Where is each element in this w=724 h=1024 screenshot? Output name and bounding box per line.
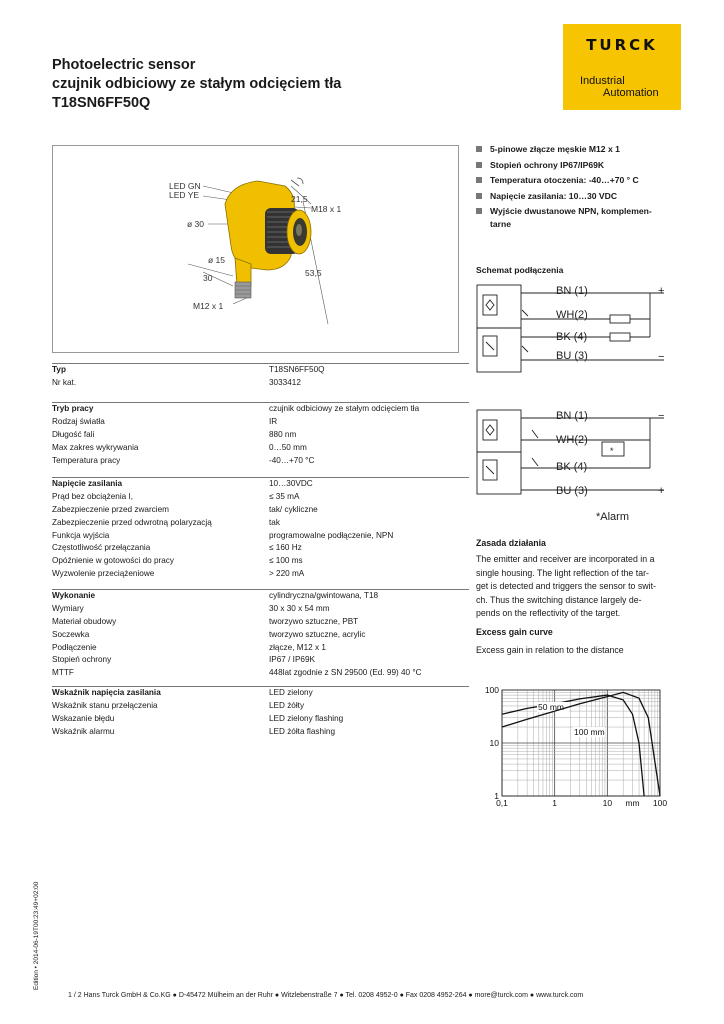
spec-key: Wskaźnik stanu przełączenia (52, 700, 158, 710)
d2-plus: + (658, 485, 665, 497)
label-m12: M12 x 1 (193, 301, 224, 311)
spec-key: Napięcie zasilania (52, 479, 123, 488)
d2-star: * (610, 446, 614, 456)
spec-key: Częstotliwość przełączania (52, 543, 151, 553)
divider (52, 402, 469, 403)
divider (52, 589, 469, 590)
spec-row (52, 518, 469, 531)
spec-key: Nr kat. (52, 377, 77, 387)
d1-bu: BU (3) (556, 350, 588, 362)
spec-row (52, 543, 469, 556)
turck-logo (563, 24, 681, 110)
x-tick-label: 10 (602, 798, 613, 808)
d1-minus: − (658, 351, 665, 363)
spec-group-type (52, 365, 469, 391)
wiring-diagram-1 (476, 280, 676, 380)
feature-text: tarne (490, 218, 512, 229)
label-d15: ø 15 (208, 255, 226, 265)
spec-row (52, 617, 469, 630)
spec-value: tworzywo sztuczne, PBT (269, 616, 359, 626)
edition-note: Edition • 2014-06-19T00:23:49+02:00 (33, 881, 40, 990)
spec-key: Wskaźnik alarmu (52, 726, 115, 736)
d1-bn: BN (1) (556, 285, 588, 297)
divider (52, 477, 469, 478)
spec-key: Wskaźnik napięcia zasilania (52, 688, 161, 697)
spec-key: Prąd bez obciążenia I, (52, 491, 134, 501)
d2-bu: BU (3) (556, 485, 588, 497)
chart-series (502, 692, 660, 796)
spec-key: Stopień ochrony (52, 655, 112, 665)
spec-value: 448lat zgodnie z SN 29500 (Ed. 99) 40 °C (269, 668, 422, 678)
spec-row (52, 505, 469, 518)
x-axis-unit: mm (625, 798, 640, 808)
spec-value: IP67 / IP69K (269, 655, 315, 665)
spec-row (52, 688, 469, 701)
series-label: 100 mm (574, 727, 605, 737)
spec-key: Zabezpieczenie przed zwarciem (52, 504, 169, 514)
spec-value: T18SN6FF50Q (269, 365, 325, 374)
spec-value: tak (269, 517, 280, 527)
spec-value: 0…50 mm (269, 442, 307, 452)
spec-key: Zabezpieczenie przed odwrotną polaryzacją (52, 517, 212, 527)
feature-item (476, 143, 686, 155)
spec-row (52, 668, 469, 681)
spec-row (52, 430, 469, 443)
spec-row (52, 591, 469, 604)
label-d30: ø 30 (187, 219, 205, 229)
bullet-icon (476, 177, 482, 183)
zasada-line: get is detected and triggers the sensor to swit- (476, 581, 656, 592)
feature-item (476, 205, 686, 217)
y-tick-label: 10 (489, 738, 499, 748)
title-line-3: T18SN6FF50Q (52, 95, 151, 111)
page-title (52, 56, 472, 113)
series-line-2 (502, 692, 660, 796)
spec-value: LED zielony (269, 688, 313, 697)
x-tick-label: 100 (652, 798, 668, 808)
spec-row (52, 643, 469, 656)
d2-minus: − (658, 410, 665, 422)
spec-value: czujnik odbiciowy ze stałym odcięciem tła (269, 404, 420, 413)
spec-key: Materiał obudowy (52, 616, 117, 626)
zasada-line: The emitter and receiver are incorporated in a (476, 554, 655, 564)
divider (52, 686, 469, 687)
spec-row (52, 404, 469, 417)
feature-text: 5-pinowe złącze męskie M12 x 1 (490, 144, 620, 154)
feature-text: Napięcie zasilania: 10…30 VDC (490, 190, 618, 201)
chart-grid (502, 690, 660, 796)
spec-value: -40…+70 °C (269, 455, 315, 465)
feature-item (476, 190, 686, 202)
spec-row (52, 655, 469, 668)
spec-value: LED żółty (269, 700, 305, 710)
spec-key: Max zakres wykrywania (52, 442, 139, 452)
label-m18: M18 x 1 (311, 204, 342, 214)
spec-row (52, 531, 469, 544)
zasada-line: single housing. The light reflection of the tar- (476, 567, 649, 578)
d1-bk: BK (4) (556, 331, 588, 343)
y-tick-label: 100 (484, 685, 499, 695)
spec-value: > 220 mA (269, 569, 305, 579)
schematic-title: Schemat podłączenia (476, 265, 564, 275)
spec-key: Wymiary (52, 603, 84, 613)
spec-row (52, 604, 469, 617)
sensor-drawing (53, 146, 458, 352)
title-line-1: Photoelectric sensor (52, 57, 196, 73)
spec-group-indicators (52, 688, 469, 740)
zasada-line: ch. Thus the switching distance largely de- (476, 594, 642, 605)
d2-bn: BN (1) (556, 410, 588, 422)
feature-text: Temperatura otoczenia: -40…+70 ° C (490, 175, 639, 186)
spec-row (52, 479, 469, 492)
spec-key: Długość fali (52, 429, 95, 439)
d2-bk: BK (4) (556, 461, 588, 473)
bullet-icon (476, 162, 482, 168)
spec-value: tak/ cykliczne (269, 504, 318, 514)
feature-list (476, 143, 686, 233)
spec-value: ≤ 100 ms (269, 556, 303, 566)
label-53-5: 53,5 (305, 268, 322, 278)
tagline-automation: Automation (603, 87, 659, 99)
divider (52, 363, 469, 364)
logo-text: TURCK (586, 36, 658, 54)
excess-title: Excess gain curve (476, 627, 553, 637)
feature-text: Stopień ochrony IP67/IP69K (490, 159, 605, 170)
spec-key: Funkcja wyjścia (52, 530, 110, 540)
spec-row (52, 569, 469, 582)
excess-gain-chart (476, 682, 676, 812)
spec-key: Tryb pracy (52, 404, 94, 413)
spec-value: IR (269, 416, 278, 426)
feature-item (476, 159, 686, 171)
spec-key: Typ (52, 365, 66, 374)
series-label: 50 mm (538, 702, 564, 712)
spec-value: LED zielony flashing (269, 713, 344, 723)
spec-key: Rodzaj światła (52, 416, 105, 426)
spec-row (52, 492, 469, 505)
label-21-5: 21,5 (291, 194, 308, 204)
spec-value: tworzywo sztuczne, acrylic (269, 629, 366, 639)
spec-row (52, 714, 469, 727)
spec-value: złącze, M12 x 1 (269, 642, 326, 652)
d1-plus: + (658, 285, 665, 297)
spec-group-operation (52, 404, 469, 468)
y-tick-label: 1 (494, 791, 499, 801)
page-footer: 1 / 2 Hans Turck GmbH & Co.KG ● D-45472 Mülheim an der Ruhr ● Witzlebenstraße 7 ● Tel. 0208 4952-0 ● Fax 0208 4952-264 ● more@turck.com ● www.turck.com (68, 992, 584, 999)
spec-value: 10…30VDC (269, 479, 313, 488)
zasada-line: pends on the reflectivity of the target. (476, 608, 621, 619)
spec-value: ≤ 35 mA (269, 491, 300, 501)
spec-key: Opóźnienie w gotowości do pracy (52, 556, 174, 566)
spec-value: 880 nm (269, 429, 297, 439)
spec-key: MTTF (52, 668, 74, 678)
spec-value: cylindryczna/gwintowana, T18 (269, 591, 379, 600)
spec-value: 30 x 30 x 54 mm (269, 603, 330, 613)
bullet-icon (476, 193, 482, 199)
spec-row (52, 701, 469, 714)
label-led-gn: LED GN (169, 181, 201, 191)
feature-item (476, 174, 686, 186)
spec-value: LED żółta flashing (269, 726, 335, 736)
bullet-icon (476, 208, 482, 214)
label-led-ye: LED YE (169, 190, 200, 200)
spec-key: Temperatura pracy (52, 455, 121, 465)
spec-row (52, 727, 469, 740)
tagline-industrial: Industrial (580, 75, 625, 87)
zasada-text (476, 553, 686, 621)
spec-key: Wykonanie (52, 591, 96, 600)
spec-group-electrical (52, 479, 469, 582)
d1-wh: WH(2) (556, 309, 588, 321)
spec-group-mechanical (52, 591, 469, 681)
spec-row (52, 456, 469, 469)
spec-key: Soczewka (52, 629, 90, 639)
spec-value: programowalne podłączenie, NPN (269, 530, 394, 540)
feature-item-cont (476, 218, 686, 230)
spec-row (52, 443, 469, 456)
spec-row (52, 365, 469, 378)
bullet-icon (476, 146, 482, 152)
spec-row (52, 630, 469, 643)
d2-wh: WH(2) (556, 434, 588, 446)
x-tick-label: 1 (552, 798, 558, 808)
spec-value: ≤ 160 Hz (269, 543, 302, 553)
spec-key: Wskazanie błędu (52, 713, 115, 723)
label-30: 30 (203, 273, 213, 283)
title-line-2: czujnik odbiciowy ze stałym odcięciem tła (52, 76, 342, 92)
d2-alarm: *Alarm (596, 511, 630, 523)
spec-row (52, 556, 469, 569)
x-tick-label: 0,1 (496, 798, 508, 808)
feature-text: Wyjście dwustanowe NPN, komplemen- (490, 206, 652, 217)
spec-key: Podłączenie (52, 642, 97, 652)
spec-row (52, 417, 469, 430)
spec-row (52, 378, 469, 391)
spec-key: Wyzwolenie przeciążeniowe (52, 569, 155, 579)
product-image-box (52, 145, 459, 353)
zasada-title: Zasada działania (476, 538, 546, 548)
excess-description: Excess gain in relation to the distance (476, 645, 624, 655)
wiring-diagram-2 (476, 404, 676, 526)
spec-value: 3033412 (269, 377, 301, 387)
